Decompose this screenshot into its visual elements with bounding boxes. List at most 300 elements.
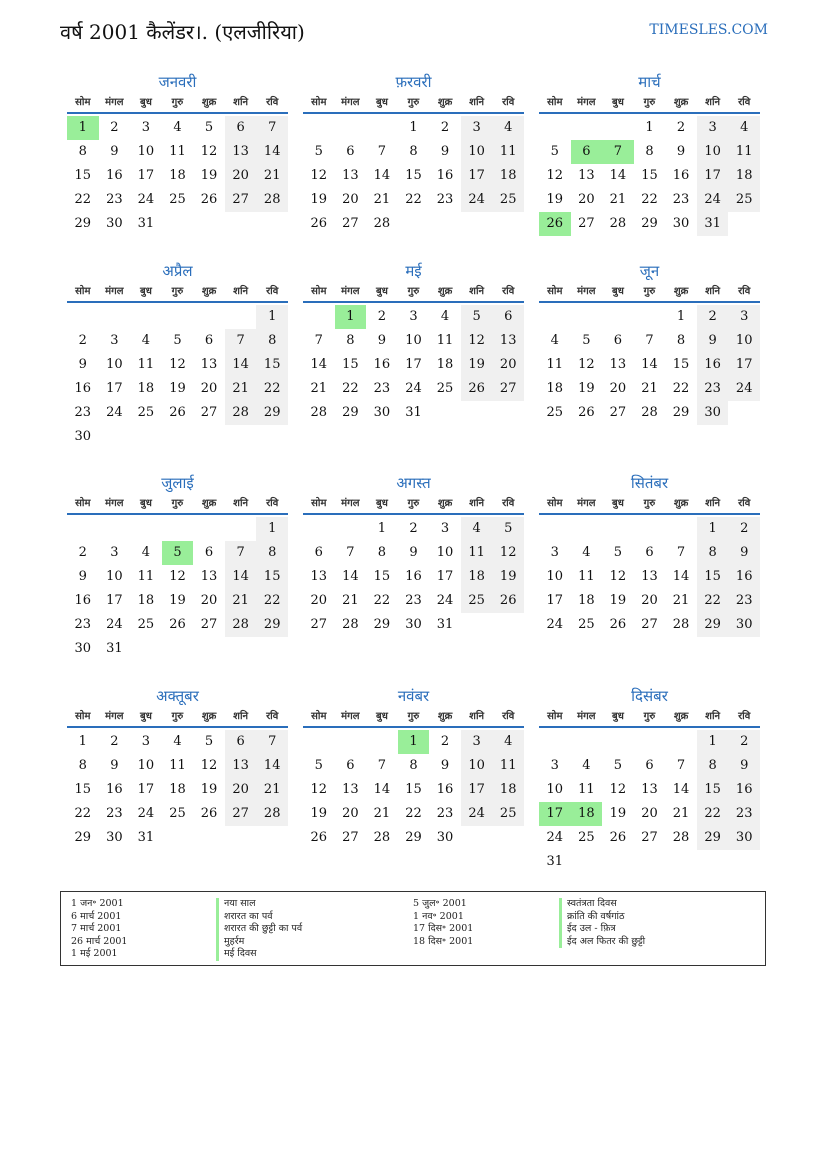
legend-holiday-name: ईद अल फितर की छुट्टी	[559, 936, 645, 949]
empty-cell	[335, 730, 367, 754]
day-cell: 22	[697, 802, 729, 826]
day-cell: 3	[409, 309, 418, 324]
day-cell: 23	[74, 617, 92, 632]
day-cell: 15	[697, 778, 729, 802]
day-cell: 28	[609, 216, 627, 231]
day-cell: 9	[676, 144, 686, 159]
day-cell: 3	[697, 116, 729, 140]
day-cell: 21	[672, 593, 690, 608]
day-cell: 15	[405, 168, 422, 183]
day-cell: 28	[342, 617, 359, 632]
day-cell: 6	[204, 545, 214, 560]
day-cell: 30	[728, 613, 760, 637]
weekday-header	[67, 708, 288, 728]
day-cell: 28	[373, 216, 391, 231]
day-cell: 7	[377, 144, 387, 159]
day-cell: 11	[436, 333, 454, 348]
day-cell: 18	[546, 381, 564, 396]
day-cell: 18	[169, 168, 186, 183]
day-cell: 18	[137, 593, 155, 608]
day-cell: 29	[672, 405, 690, 420]
day-cell: 2	[440, 734, 450, 749]
day-cell: 6	[204, 333, 214, 348]
day-cell: 24	[137, 806, 155, 821]
weekday-label: गुरु	[171, 286, 184, 297]
day-cell: 17	[461, 164, 493, 188]
day-cell: 1	[676, 309, 686, 324]
day-cell: 12	[200, 144, 218, 159]
weekday-label: शुक्र	[201, 711, 217, 722]
day-cell: 28	[225, 401, 257, 425]
weekday-label: सोम	[547, 97, 563, 108]
day-grid	[303, 517, 524, 637]
day-cell: 18	[169, 782, 186, 797]
day-cell: 25	[436, 381, 454, 396]
legend-holiday-name: ईद उल - फ़ित्र	[559, 923, 645, 936]
day-cell: 19	[200, 782, 218, 797]
legend-holiday-name: शरारत का पर्व	[216, 911, 302, 924]
day-cell: 9	[728, 754, 760, 778]
day-cell: 10	[546, 782, 564, 797]
day-cell: 23	[373, 381, 391, 396]
weekday-label: रवि	[266, 286, 279, 297]
day-cell: 27	[225, 188, 257, 212]
weekday-label: मंगल	[577, 97, 596, 108]
day-cell: 4	[728, 116, 760, 140]
empty-cell	[571, 730, 603, 754]
day-cell: 29	[373, 617, 391, 632]
day-cell: 21	[672, 806, 690, 821]
day-cell: 10	[461, 140, 493, 164]
day-cell: 11	[492, 754, 524, 778]
day-cell: 24	[106, 405, 123, 420]
day-cell: 21	[373, 806, 391, 821]
weekday-label: शनि	[705, 498, 721, 509]
empty-cell	[539, 116, 571, 140]
empty-cell	[335, 116, 367, 140]
empty-cell	[67, 305, 99, 329]
month-calendar	[303, 262, 524, 425]
day-cell: 28	[225, 613, 257, 637]
day-cell: 29	[641, 216, 658, 231]
day-cell: 27	[609, 405, 627, 420]
day-cell: 30	[106, 216, 123, 231]
day-grid	[67, 305, 288, 449]
day-cell: 29	[74, 216, 92, 231]
day-cell: 2	[440, 120, 450, 135]
legend-date: 1 नव॰ 2001	[413, 910, 464, 922]
day-cell: 20	[310, 593, 328, 608]
day-cell: 16	[436, 168, 454, 183]
day-grid	[539, 305, 760, 425]
day-cell: 7	[225, 329, 257, 353]
day-cell: 19	[310, 192, 328, 207]
day-cell: 5	[173, 333, 182, 348]
empty-cell	[99, 305, 131, 329]
empty-cell	[303, 730, 335, 754]
weekday-label: मंगल	[341, 286, 360, 297]
weekday-label: सोम	[75, 286, 91, 297]
day-cell: 17	[137, 168, 155, 183]
empty-cell	[539, 305, 571, 329]
weekday-label: बुध	[375, 286, 388, 297]
day-cell: 11	[137, 569, 155, 584]
weekday-header	[303, 94, 524, 114]
day-cell: 2	[78, 545, 87, 560]
day-cell: 17	[697, 164, 729, 188]
day-cell: 10	[106, 569, 123, 584]
empty-cell	[571, 305, 603, 329]
legend-date: 7 मार्च 2001	[71, 923, 122, 934]
day-cell: 14	[225, 353, 257, 377]
weekday-label: बुध	[139, 286, 152, 297]
day-cell: 19	[310, 806, 328, 821]
day-cell: 29	[342, 405, 359, 420]
legend-holiday-name: क्रांति की वर्षगांठ	[559, 911, 645, 924]
day-cell: 3	[110, 333, 119, 348]
day-cell: 27	[342, 216, 359, 231]
day-cell: 26	[492, 589, 524, 613]
day-cell: 21	[609, 192, 627, 207]
day-cell: 23	[697, 377, 729, 401]
day-cell: 10	[137, 758, 155, 773]
day-cell: 19	[169, 381, 186, 396]
day-cell: 9	[110, 758, 119, 773]
day-cell: 11	[728, 140, 760, 164]
day-cell: 2	[78, 333, 87, 348]
day-cell: 29	[256, 401, 288, 425]
day-cell: 27	[225, 802, 257, 826]
day-cell: 14	[672, 782, 690, 797]
legend-holiday-name: मई दिवस	[216, 948, 302, 961]
weekday-label: शुक्र	[201, 97, 217, 108]
holiday-day: 6	[571, 140, 603, 164]
day-cell: 13	[609, 357, 627, 372]
day-cell: 11	[461, 541, 493, 565]
day-cell: 20	[342, 806, 359, 821]
day-cell: 21	[225, 377, 257, 401]
day-cell: 4	[440, 309, 450, 324]
day-cell: 21	[256, 164, 288, 188]
day-grid	[303, 305, 524, 425]
day-cell: 18	[436, 357, 454, 372]
month-name: सितंबर	[630, 474, 669, 492]
day-cell: 10	[546, 569, 564, 584]
weekday-label: रवि	[502, 498, 515, 509]
holiday-legend	[60, 891, 766, 966]
empty-cell	[665, 730, 697, 754]
day-cell: 5	[582, 333, 591, 348]
empty-cell	[366, 116, 398, 140]
weekday-header	[303, 283, 524, 303]
day-cell: 1	[377, 521, 387, 536]
weekday-label: शनि	[233, 711, 249, 722]
day-cell: 9	[377, 333, 387, 348]
day-cell: 1	[409, 120, 418, 135]
legend-date: 6 मार्च 2001	[71, 910, 122, 922]
day-cell: 7	[346, 545, 355, 560]
weekday-label: शुक्र	[673, 97, 689, 108]
weekday-label: गुरु	[407, 498, 420, 509]
day-cell: 22	[74, 806, 92, 821]
day-cell: 15	[641, 168, 658, 183]
day-cell: 6	[613, 333, 623, 348]
empty-cell	[366, 730, 398, 754]
day-cell: 9	[728, 541, 760, 565]
site-link[interactable]: TIMESLES.COM	[649, 22, 768, 38]
holiday-day: 7	[602, 140, 634, 164]
day-cell: 21	[641, 381, 658, 396]
day-cell: 20	[200, 381, 218, 396]
holiday-day: 1	[335, 305, 367, 329]
day-cell: 12	[310, 782, 328, 797]
day-cell: 19	[609, 593, 627, 608]
day-cell: 20	[200, 593, 218, 608]
weekday-label: रवि	[266, 498, 279, 509]
day-cell: 24	[436, 593, 454, 608]
day-cell: 3	[110, 545, 119, 560]
day-cell: 15	[672, 357, 690, 372]
empty-cell	[602, 116, 634, 140]
day-cell: 18	[137, 381, 155, 396]
day-cell: 4	[173, 120, 182, 135]
legend-holiday-name: स्वतंत्रता दिवस	[559, 898, 645, 911]
legend-date: 5 जुल॰ 2001	[413, 898, 467, 909]
day-cell: 22	[74, 192, 92, 207]
day-cell: 31	[436, 617, 454, 632]
weekday-label: मंगल	[105, 498, 124, 509]
day-cell: 31	[106, 641, 123, 656]
day-cell: 7	[256, 116, 288, 140]
day-cell: 15	[697, 565, 729, 589]
day-cell: 9	[440, 758, 450, 773]
weekday-label: शुक्र	[201, 498, 217, 509]
day-cell: 1	[697, 730, 729, 754]
day-cell: 15	[74, 782, 92, 797]
day-grid	[303, 730, 524, 850]
weekday-label: रवि	[266, 97, 279, 108]
empty-cell	[335, 517, 367, 541]
empty-cell	[634, 517, 666, 541]
day-cell: 8	[409, 758, 418, 773]
day-cell: 19	[169, 593, 186, 608]
day-cell: 25	[546, 405, 564, 420]
day-cell: 20	[578, 192, 595, 207]
day-cell: 6	[645, 545, 654, 560]
day-cell: 27	[641, 830, 658, 845]
month-calendar	[539, 73, 760, 236]
day-cell: 24	[728, 377, 760, 401]
day-cell: 1	[697, 517, 729, 541]
weekday-label: मंगल	[341, 711, 360, 722]
empty-cell	[225, 305, 257, 329]
day-cell: 21	[310, 381, 328, 396]
empty-cell	[225, 517, 257, 541]
day-cell: 8	[256, 329, 288, 353]
day-cell: 29	[697, 826, 729, 850]
weekday-label: मंगल	[577, 498, 596, 509]
day-cell: 19	[609, 806, 627, 821]
day-cell: 3	[550, 545, 559, 560]
empty-cell	[539, 517, 571, 541]
day-grid	[539, 116, 760, 236]
day-cell: 31	[137, 216, 155, 231]
month-name: फ़रवरी	[395, 73, 432, 91]
day-cell: 12	[461, 329, 493, 353]
day-cell: 23	[74, 405, 92, 420]
day-cell: 28	[256, 188, 288, 212]
day-cell: 19	[578, 381, 595, 396]
empty-cell	[99, 517, 131, 541]
day-cell: 5	[314, 144, 323, 159]
day-cell: 18	[492, 164, 524, 188]
day-cell: 25	[137, 617, 155, 632]
weekday-header	[67, 283, 288, 303]
day-cell: 9	[440, 144, 450, 159]
day-cell: 26	[200, 806, 218, 821]
weekday-label: सोम	[75, 711, 91, 722]
month-calendar	[303, 73, 524, 236]
weekday-label: सोम	[311, 498, 327, 509]
empty-cell	[162, 305, 194, 329]
weekday-label: रवि	[502, 97, 515, 108]
day-cell: 10	[137, 144, 155, 159]
day-cell: 30	[728, 826, 760, 850]
day-cell: 20	[225, 778, 257, 802]
day-cell: 11	[546, 357, 564, 372]
day-cell: 22	[405, 806, 422, 821]
day-cell: 11	[492, 140, 524, 164]
day-cell: 9	[110, 144, 119, 159]
day-cell: 31	[137, 830, 155, 845]
day-cell: 15	[405, 782, 422, 797]
day-cell: 18	[461, 565, 493, 589]
weekday-label: बुध	[375, 97, 388, 108]
weekday-label: शनि	[469, 498, 485, 509]
month-name: अप्रैल	[162, 262, 193, 280]
weekday-label: शनि	[469, 97, 485, 108]
day-cell: 10	[728, 329, 760, 353]
day-cell: 23	[728, 802, 760, 826]
empty-cell	[602, 730, 634, 754]
weekday-label: शुक्र	[437, 286, 453, 297]
day-cell: 6	[314, 545, 323, 560]
day-cell: 13	[641, 569, 658, 584]
day-cell: 16	[373, 357, 391, 372]
day-cell: 21	[225, 589, 257, 613]
weekday-label: मंगल	[341, 498, 360, 509]
day-cell: 13	[578, 168, 595, 183]
day-cell: 4	[492, 730, 524, 754]
day-cell: 11	[578, 569, 595, 584]
day-cell: 23	[106, 192, 123, 207]
day-cell: 21	[342, 593, 359, 608]
day-cell: 5	[613, 758, 623, 773]
day-cell: 5	[492, 517, 524, 541]
day-cell: 17	[106, 381, 123, 396]
weekday-label: बुध	[375, 711, 388, 722]
weekday-label: बुध	[611, 97, 624, 108]
day-cell: 14	[256, 140, 288, 164]
day-cell: 26	[609, 617, 627, 632]
day-cell: 13	[225, 140, 257, 164]
day-cell: 24	[405, 381, 422, 396]
day-cell: 24	[697, 188, 729, 212]
month-name: जून	[639, 262, 660, 280]
day-cell: 27	[342, 830, 359, 845]
day-cell: 31	[546, 854, 564, 869]
weekday-label: सोम	[311, 711, 327, 722]
day-cell: 15	[256, 353, 288, 377]
empty-cell	[193, 305, 225, 329]
weekday-label: शनि	[705, 286, 721, 297]
day-cell: 25	[169, 192, 186, 207]
weekday-label: गुरु	[643, 286, 656, 297]
day-cell: 25	[137, 405, 155, 420]
day-cell: 17	[546, 593, 564, 608]
day-cell: 23	[672, 192, 690, 207]
day-cell: 21	[256, 778, 288, 802]
day-cell: 22	[373, 593, 391, 608]
day-cell: 12	[169, 569, 186, 584]
day-cell: 5	[204, 120, 214, 135]
weekday-label: मंगल	[105, 286, 124, 297]
day-cell: 19	[492, 565, 524, 589]
legend-date: 17 दिस॰ 2001	[413, 923, 474, 934]
day-cell: 24	[461, 802, 493, 826]
weekday-label: सोम	[311, 286, 327, 297]
day-cell: 2	[728, 517, 760, 541]
day-cell: 19	[461, 353, 493, 377]
day-cell: 6	[492, 305, 524, 329]
day-cell: 22	[672, 381, 690, 396]
weekday-header	[539, 283, 760, 303]
day-cell: 22	[405, 192, 422, 207]
weekday-label: शुक्र	[437, 498, 453, 509]
day-grid	[539, 517, 760, 637]
day-cell: 1	[78, 734, 87, 749]
empty-cell	[571, 116, 603, 140]
day-cell: 10	[461, 754, 493, 778]
day-grid	[303, 116, 524, 236]
day-cell: 8	[377, 545, 387, 560]
day-cell: 6	[346, 144, 355, 159]
day-cell: 21	[373, 192, 391, 207]
day-cell: 6	[645, 758, 654, 773]
day-cell: 13	[310, 569, 328, 584]
day-cell: 8	[256, 541, 288, 565]
day-cell: 28	[672, 830, 690, 845]
weekday-label: रवि	[738, 286, 751, 297]
weekday-label: शनि	[469, 711, 485, 722]
day-cell: 17	[436, 569, 454, 584]
day-cell: 15	[74, 168, 92, 183]
day-cell: 26	[609, 830, 627, 845]
day-cell: 3	[461, 116, 493, 140]
legend-holiday-name: मुहर्रम	[216, 936, 302, 949]
day-cell: 2	[110, 734, 119, 749]
day-cell: 11	[578, 782, 595, 797]
weekday-label: शुक्र	[673, 498, 689, 509]
weekday-label: शनि	[233, 498, 249, 509]
day-cell: 13	[342, 782, 359, 797]
day-cell: 8	[645, 144, 654, 159]
weekday-label: गुरु	[643, 97, 656, 108]
day-cell: 20	[225, 164, 257, 188]
day-cell: 12	[546, 168, 564, 183]
weekday-label: शनि	[705, 97, 721, 108]
weekday-label: बुध	[611, 711, 624, 722]
